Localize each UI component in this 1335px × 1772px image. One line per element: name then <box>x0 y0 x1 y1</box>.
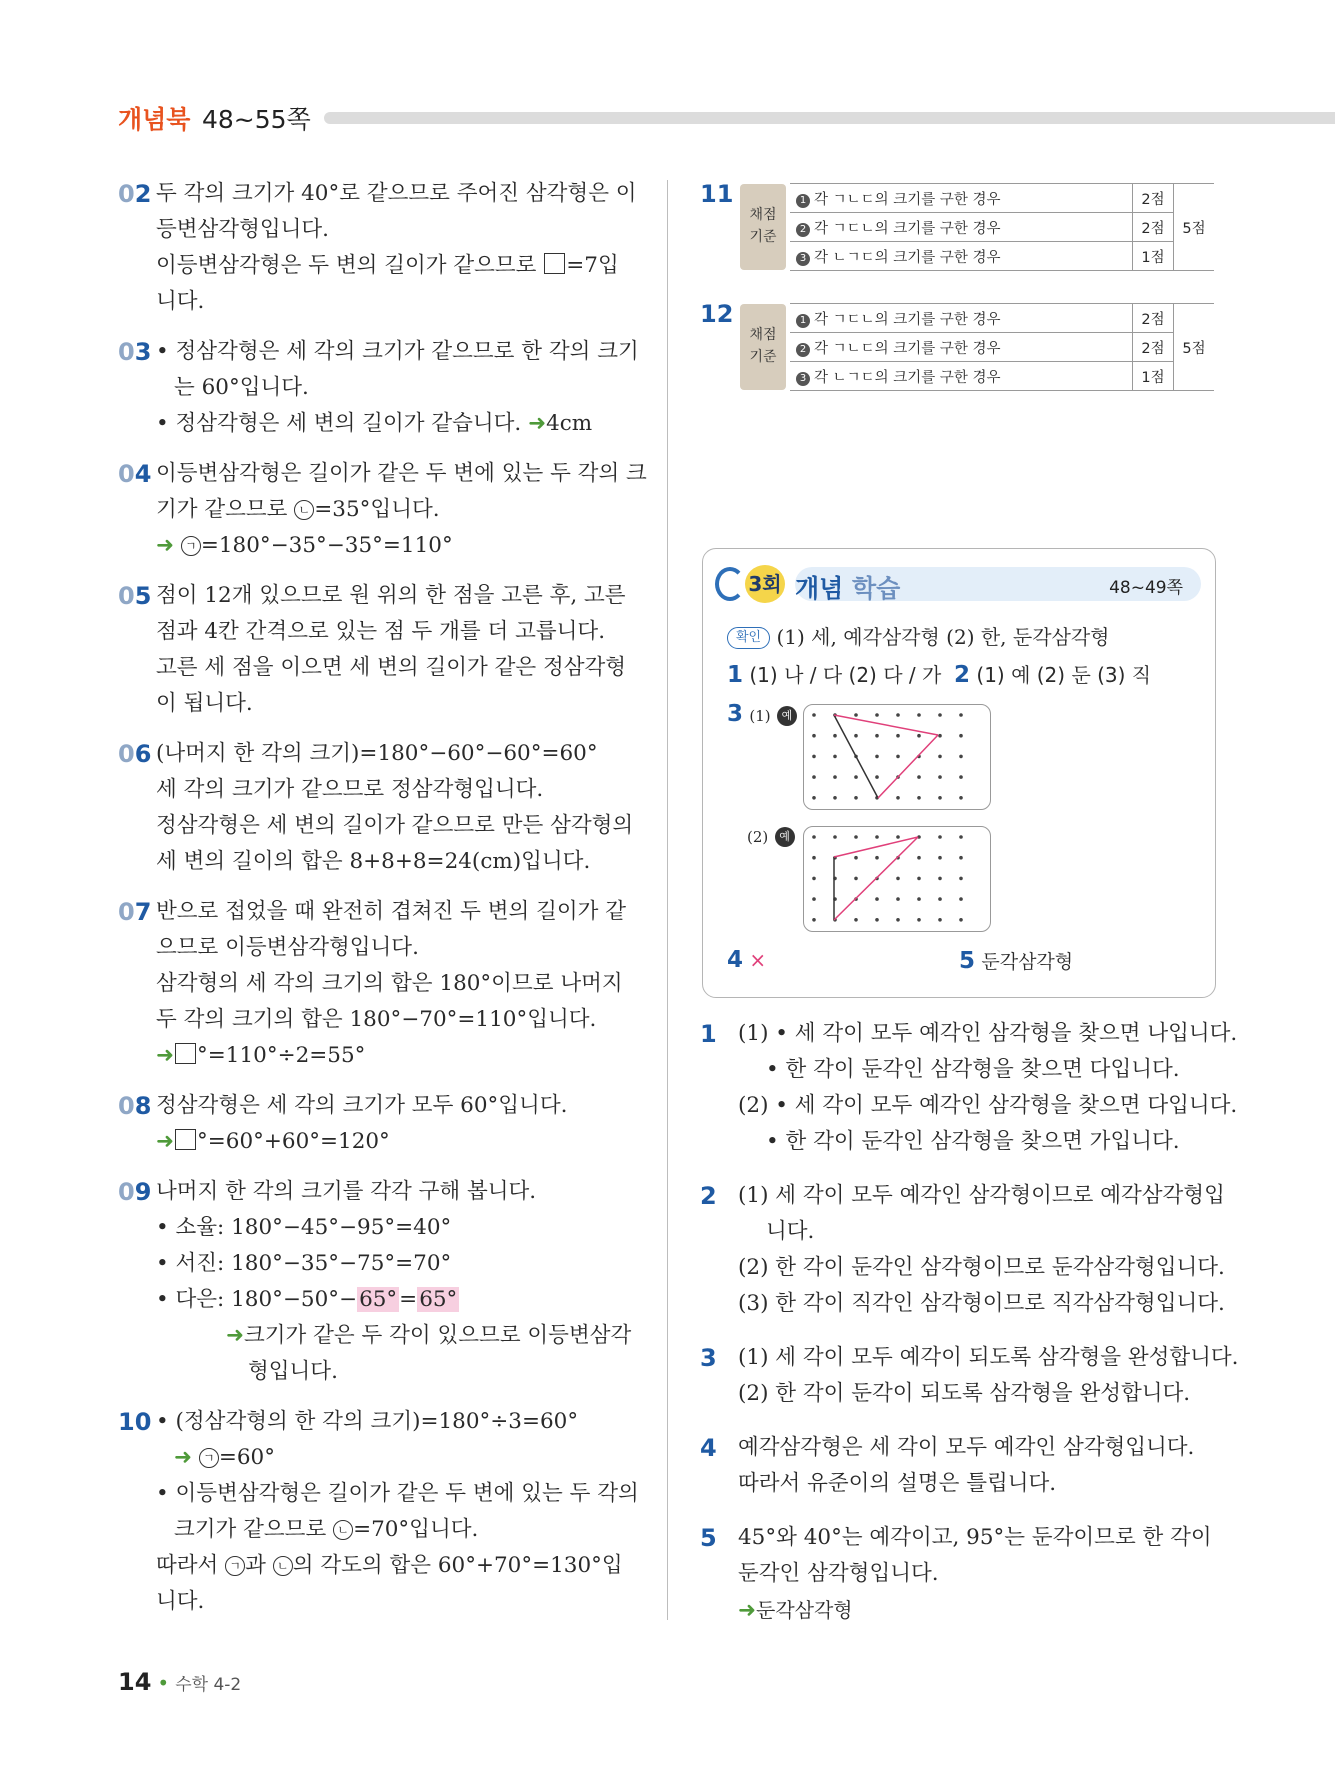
grid-dot <box>875 835 879 839</box>
crescent-icon <box>715 567 745 601</box>
answer-number: 08 <box>118 1092 152 1120</box>
number-dot: 1 <box>796 194 810 208</box>
number-dot: 2 <box>796 343 810 357</box>
right-column <box>700 1016 1239 1643</box>
number-dot: 3 <box>796 372 810 386</box>
grid-dot <box>875 713 879 717</box>
grid-dot <box>833 734 837 738</box>
answer-row-3-1: 3 (1) 예 <box>727 701 797 727</box>
grid-dot <box>959 734 963 738</box>
grid-dot <box>875 775 879 779</box>
text-line: 는 60°입니다. <box>174 375 309 400</box>
text-line: 삼각형의 세 각의 크기의 합은 180°이므로 나머지 <box>156 971 623 996</box>
text-line: ➜ ㄱ =180°−35°−35°=110° <box>156 533 453 558</box>
text-line: 니다. <box>766 1219 815 1244</box>
grid-dot <box>938 856 942 860</box>
grid-dot <box>896 796 900 800</box>
total-points: 5점 <box>1174 184 1215 271</box>
dot-grid-svg <box>804 705 990 809</box>
text-line: (3) 한 각이 직각인 삼각형이므로 직각삼각형입니다. <box>738 1291 1225 1316</box>
grid-dot <box>938 713 942 717</box>
arrow-icon: ➜ <box>226 1323 245 1348</box>
example-badge: 예 <box>775 827 795 847</box>
grid-dot <box>917 796 921 800</box>
round-badge: 3회 <box>745 565 785 603</box>
explain-4 <box>700 1430 1220 1502</box>
text-line: (2) 한 각이 둔각인 삼각형이므로 둔각삼각형입니다. <box>738 1255 1225 1280</box>
text-line: ➜크기가 같은 두 각이 있으므로 이등변삼각 <box>226 1323 632 1348</box>
grid-dot <box>833 835 837 839</box>
answer-number: 2 <box>700 1182 717 1210</box>
answer-number: 3 <box>700 1344 717 1372</box>
left-column <box>118 176 647 1634</box>
text-line: 세 각의 크기가 같으므로 정삼각형입니다. <box>156 777 544 802</box>
grid-dot <box>917 713 921 717</box>
card-title: 개념 학습 <box>795 574 901 603</box>
text-line: ➜ °=110°÷2=55° <box>156 1043 366 1068</box>
answer-number: 06 <box>118 740 152 768</box>
grid-dot <box>959 877 963 881</box>
highlight: 65° <box>359 1287 398 1312</box>
text-line: (1) • 세 각이 모두 예각인 삼각형을 찾으면 나입니다. <box>738 1021 1238 1046</box>
grid-dot <box>938 796 942 800</box>
text-line: 이등변삼각형은 길이가 같은 두 변에 있는 두 각의 크 <box>156 461 647 486</box>
header-label: 개념북 <box>118 105 191 134</box>
grid-dot <box>854 918 858 922</box>
answer-number: 5 <box>700 1524 717 1552</box>
scoring-table-11 <box>700 180 1218 280</box>
grid-dot <box>917 897 921 901</box>
text-line: 크기가 같으므로 ㄴ =70°입니다. <box>174 1517 479 1542</box>
grid-dot <box>959 796 963 800</box>
check-row: 확인 (1) 세, 예각삼각형 (2) 한, 둔각삼각형 <box>727 621 1110 650</box>
grid-dot <box>917 918 921 922</box>
text-line: • 이등변삼각형은 길이가 같은 두 변에 있는 두 각의 <box>156 1481 639 1506</box>
text-line: 나머지 한 각의 크기를 각각 구해 봅니다. <box>156 1179 537 1204</box>
answer-02 <box>118 176 638 320</box>
grid-dot <box>833 796 837 800</box>
grid-dot <box>812 796 816 800</box>
blank-box <box>175 1129 196 1150</box>
grid-dot <box>959 897 963 901</box>
scoring-tag: 채점 기준 <box>740 184 786 270</box>
answer-number: 09 <box>118 1178 152 1206</box>
arrow-icon: ➜ <box>156 1129 175 1154</box>
text-line: 형입니다. <box>248 1359 338 1384</box>
text-line: 기가 같으므로 ㄴ =35°입니다. <box>156 497 440 522</box>
grid-dot <box>812 918 816 922</box>
grid-dot <box>833 775 837 779</box>
answer-number: 03 <box>118 338 152 366</box>
answer-number: 05 <box>118 582 152 610</box>
grid-dot <box>917 877 921 881</box>
answer-05 <box>118 578 638 722</box>
grid-dot <box>812 897 816 901</box>
text-line: 고른 세 점을 이으면 세 변의 길이가 같은 정삼각형 <box>156 655 627 680</box>
answer-number: 07 <box>118 898 152 926</box>
highlight: 65° <box>419 1287 458 1312</box>
header-pages: 48~55쪽 <box>202 105 311 134</box>
text-line: 으므로 이등변삼각형입니다. <box>156 935 419 960</box>
text-line: ➜ ㄱ =60° <box>174 1445 275 1470</box>
grid-dot <box>959 713 963 717</box>
text-line: 예각삼각형은 세 각이 모두 예각인 삼각형입니다. <box>738 1435 1195 1460</box>
grid-dot <box>854 835 858 839</box>
answer-row-1-2: 1 (1) 나 / 다 (2) 다 / 가 2 (1) 예 (2) 둔 (3) 직 <box>727 662 1152 688</box>
blank-box <box>175 1043 196 1064</box>
card-pages: 48~49쪽 <box>1109 578 1183 598</box>
text-line: 정삼각형은 세 변의 길이가 같으므로 만든 삼각형의 <box>156 813 634 838</box>
circled-letter: ㄱ <box>199 1448 219 1468</box>
answer-04 <box>118 456 647 564</box>
total-points: 5점 <box>1174 304 1215 391</box>
grid-dot <box>875 918 879 922</box>
grid-dot <box>875 856 879 860</box>
text-line: 등변삼각형입니다. <box>156 217 329 242</box>
text-line: 45°와 40°는 예각이고, 95°는 둔각이므로 한 각이 <box>738 1525 1212 1550</box>
grid-dot <box>896 918 900 922</box>
circled-letter: ㄱ <box>225 1556 245 1576</box>
arrow-icon: ➜ <box>528 411 547 436</box>
grid-dots <box>812 835 963 921</box>
grid-dot <box>875 897 879 901</box>
grid-dot <box>938 877 942 881</box>
grid-dot <box>854 775 858 779</box>
text-line: 니다. <box>156 289 205 314</box>
triangle-side <box>878 735 938 798</box>
grid-dot <box>938 734 942 738</box>
answer-row-4: 4 × <box>727 947 767 973</box>
grid-dot <box>959 918 963 922</box>
grid-dot <box>917 856 921 860</box>
text-line: 이등변삼각형은 두 변의 길이가 같으므로 =7입 <box>156 253 619 278</box>
grid-dot <box>812 734 816 738</box>
text-line: (2) 한 각이 둔각이 되도록 삼각형을 완성합니다. <box>738 1381 1191 1406</box>
grid-dot <box>812 835 816 839</box>
text-line: • 정삼각형은 세 각의 크기가 같으므로 한 각의 크기 <box>156 339 639 364</box>
grid-dot <box>812 856 816 860</box>
grid-dot <box>896 877 900 881</box>
grid-dot <box>812 775 816 779</box>
grid-dot <box>812 713 816 717</box>
grid-dot <box>854 734 858 738</box>
answer-number: 4 <box>700 1434 717 1462</box>
text-line: • 소율: 180°−45°−95°=40° <box>156 1215 452 1240</box>
text-line: ➜둔각삼각형 <box>738 1598 853 1623</box>
grid-dot <box>896 734 900 738</box>
grid-dot <box>938 835 942 839</box>
answer-09 <box>118 1174 638 1390</box>
footer-subject: 수학 4-2 <box>175 1675 242 1695</box>
answer-number: 02 <box>118 180 152 208</box>
explain-1 <box>700 1016 1238 1160</box>
grid-dot <box>896 713 900 717</box>
check-badge: 확인 <box>727 627 770 649</box>
grid-dot <box>938 918 942 922</box>
grid-dots <box>812 713 963 799</box>
arrow-icon: ➜ <box>174 1445 193 1470</box>
scoring-number: 11 <box>700 180 734 208</box>
text-line: 따라서 유준이의 설명은 틀립니다. <box>738 1471 1057 1496</box>
header-bar <box>324 112 1335 124</box>
scoring-table-12 <box>700 300 1218 400</box>
grid-dot <box>854 856 858 860</box>
grid-dot <box>896 755 900 759</box>
number-dot: 1 <box>796 314 810 328</box>
answer-08 <box>118 1088 638 1160</box>
answer-06 <box>118 736 638 880</box>
grid-dot <box>812 755 816 759</box>
grid-dot <box>854 877 858 881</box>
text-line: • 한 각이 둔각인 삼각형을 찾으면 다입니다. <box>766 1057 1180 1082</box>
grid-dot <box>938 775 942 779</box>
text-line: • (정삼각형의 한 각의 크기)=180°÷3=60° <box>156 1409 579 1434</box>
text-line: 둔각인 삼각형입니다. <box>738 1561 939 1586</box>
answer-row-3-2: (2) 예 <box>747 823 795 847</box>
grid-dot <box>854 713 858 717</box>
circled-letter: ㄱ <box>181 536 201 556</box>
circled-letter: ㄴ <box>333 1520 353 1540</box>
example-badge: 예 <box>777 706 797 726</box>
page-footer <box>118 1668 241 1696</box>
text-line: (나머지 한 각의 크기)=180°−60°−60°=60° <box>156 741 598 766</box>
answer-10 <box>118 1404 638 1620</box>
text-line: 반으로 접었을 때 완전히 겹쳐진 두 변의 길이가 같 <box>156 899 627 924</box>
scoring-table: 1 각 ㄱㄴㄷ의 크기를 구한 경우 2점 5점 2 각 ㄱㄷㄴ의 크기를 구한 경우 2점 3 각 ㄴㄱㄷ의 크기를 구한 경우 1점 <box>790 183 1214 271</box>
circled-letter: ㄴ <box>273 1556 293 1576</box>
dot-grid-2 <box>803 826 991 932</box>
arrow-icon: ➜ <box>156 533 175 558</box>
text-line: 점이 12개 있으므로 원 위의 한 점을 고른 후, 고른 <box>156 583 626 608</box>
grid-dot <box>938 897 942 901</box>
grid-dot <box>917 775 921 779</box>
scoring-tag: 채점 기준 <box>740 304 786 390</box>
answer-07 <box>118 894 638 1074</box>
grid-dot <box>875 755 879 759</box>
grid-dot <box>938 755 942 759</box>
blank-box <box>544 253 565 274</box>
dot-grid-svg <box>804 827 990 931</box>
grid-dot <box>917 734 921 738</box>
triangle-side <box>834 837 918 857</box>
x-mark-icon: × <box>749 948 767 972</box>
explain-2 <box>700 1178 1225 1322</box>
grid-dot <box>959 856 963 860</box>
answer-number: 04 <box>118 460 152 488</box>
card-header <box>715 565 1201 603</box>
text-line: • 서진: 180°−35°−75°=70° <box>156 1251 452 1276</box>
page-header <box>118 100 1335 134</box>
column-divider <box>667 180 668 1620</box>
grid-dot <box>833 755 837 759</box>
explain-3 <box>700 1340 1239 1412</box>
text-line: • 정삼각형은 세 변의 길이가 같습니다. ➜4cm <box>156 411 593 436</box>
text-line: 정삼각형은 세 각의 크기가 모두 60°입니다. <box>156 1093 568 1118</box>
grid-dot <box>959 755 963 759</box>
footer-dot: • <box>157 1671 170 1695</box>
grid-dot <box>875 734 879 738</box>
text-line: (1) 세 각이 모두 예각인 삼각형이므로 예각삼각형입 <box>738 1183 1225 1208</box>
grid-dot <box>812 877 816 881</box>
arrow-icon: ➜ <box>156 1043 175 1068</box>
triangle-side <box>834 715 878 798</box>
text-line: 점과 4칸 간격으로 있는 점 두 개를 더 고릅니다. <box>156 619 606 644</box>
concept-card <box>702 548 1216 998</box>
grid-dot <box>959 775 963 779</box>
scoring-table: 1 각 ㄱㄷㄴ의 크기를 구한 경우 2점 5점 2 각 ㄱㄴㄷ의 크기를 구한 경우 2점 3 각 ㄴㄱㄷ의 크기를 구한 경우 1점 <box>790 303 1214 391</box>
grid-dot <box>959 835 963 839</box>
scoring-number: 12 <box>700 300 734 328</box>
explain-5 <box>700 1520 1220 1629</box>
text-line: ➜ °=60°+60°=120° <box>156 1129 390 1154</box>
text-line: 두 각의 크기의 합은 180°−70°=110°입니다. <box>156 1007 597 1032</box>
answer-03 <box>118 334 638 442</box>
text-line: (1) 세 각이 모두 예각이 되도록 삼각형을 완성합니다. <box>738 1345 1239 1370</box>
triangle-side <box>834 715 938 735</box>
text-line: 이 됩니다. <box>156 691 253 716</box>
answer-row-5: 5 둔각삼각형 <box>959 948 1074 974</box>
text-line: • 한 각이 둔각인 삼각형을 찾으면 가입니다. <box>766 1129 1180 1154</box>
grid-dot <box>896 897 900 901</box>
text-line: 따라서 ㄱ 과 ㄴ 의 각도의 합은 60°+70°=130°입 <box>156 1553 623 1578</box>
dot-grid-1 <box>803 704 991 810</box>
grid-dot <box>896 835 900 839</box>
text-line: • 다은: 180°−50°−65°=65° <box>156 1287 458 1312</box>
number-dot: 3 <box>796 252 810 266</box>
arrow-icon: ➜ <box>738 1598 757 1623</box>
page-number: 14 <box>118 1668 152 1696</box>
text-line: 두 각의 크기가 40°로 같으므로 주어진 삼각형은 이 <box>156 181 637 206</box>
answer-number: 10 <box>118 1408 152 1436</box>
number-dot: 2 <box>796 223 810 237</box>
triangle-side <box>834 837 918 920</box>
text-line: 니다. <box>156 1589 205 1614</box>
text-line: 세 변의 길이의 합은 8+8+8=24(cm)입니다. <box>156 849 591 874</box>
answer-number: 1 <box>700 1020 717 1048</box>
text-line: (2) • 세 각이 모두 예각인 삼각형을 찾으면 다입니다. <box>738 1093 1238 1118</box>
grid-dot <box>854 796 858 800</box>
circled-letter: ㄴ <box>294 500 314 520</box>
